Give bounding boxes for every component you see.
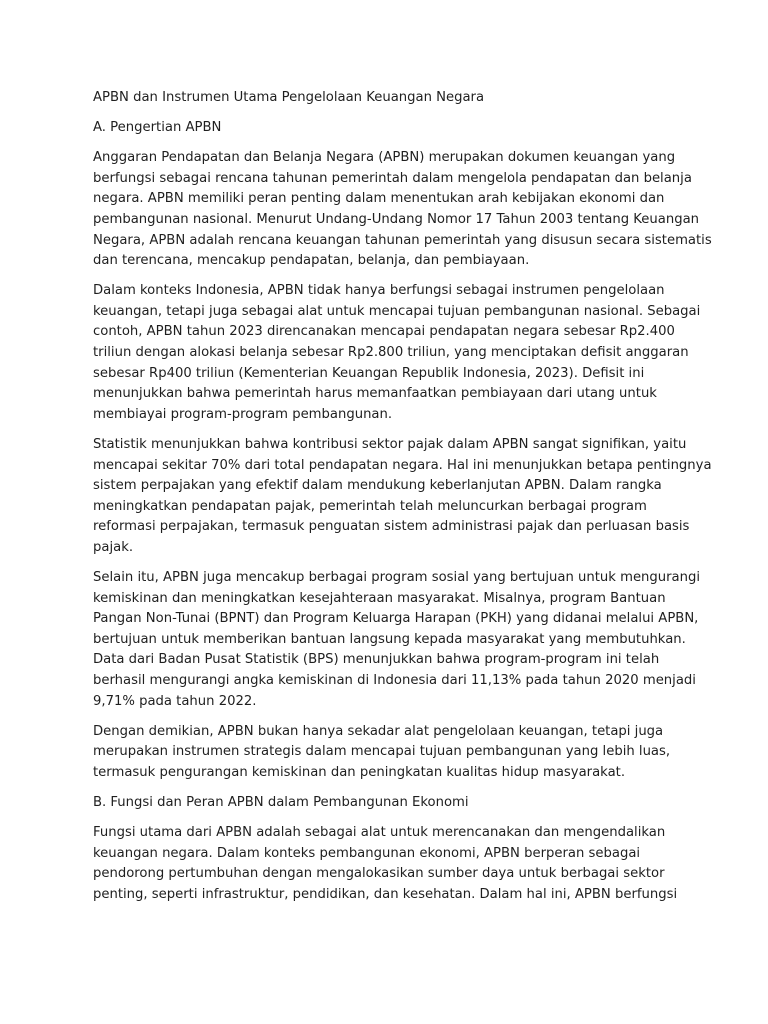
paragraph-line: sistem perpajakan yang efektif dalam mendukung keberlanjutan APBN. Dalam rangka [93,478,662,494]
paragraph-line: keuangan negara. Dalam konteks pembangunan ekonomi, APBN berperan sebagai [93,845,641,861]
paragraph-line: Data dari Badan Pusat Statistik (BPS) menunjukkan bahwa program-program ini telah [93,652,660,668]
paragraph-line: meningkatkan pendapatan pajak, pemerintah telah meluncurkan berbagai program [93,498,647,514]
paragraph-line: menunjukkan bahwa pemerintah harus memanfaatkan pembiayaan dari utang untuk [93,386,657,402]
section-b-heading: B. Fungsi dan Peran APBN dalam Pembangunan Ekonomi [93,794,469,810]
paragraph-2 [93,281,701,425]
paragraph-line: Pangan Non-Tunai (BPNT) dan Program Keluarga Harapan (PKH) yang didanai melalui APBN, [93,611,699,627]
paragraph-line: keuangan, tetapi juga sebagai alat untuk mencapai tujuan pembangunan nasional. Sebagai [93,303,701,319]
paragraph-line: dan terencana, mencakup pendapatan, belanja, dan pembiayaan. [93,253,530,269]
paragraph-line: Dalam konteks Indonesia, APBN tidak hanya berfungsi sebagai instrumen pengelolaan [93,283,665,299]
paragraph-line: pajak. [93,539,134,555]
paragraph-line: pendorong pertumbuhan dengan mengalokasikan sumber daya untuk berbagai sektor [93,866,665,882]
paragraph-1 [93,148,712,272]
paragraph-line: Fungsi utama dari APBN adalah sebagai alat untuk merencanakan dan mengendalikan [93,825,666,840]
paragraph-3 [93,435,712,559]
paragraph-line: triliun dengan alokasi belanja sebesar Rp2.800 triliun, yang menciptakan defisit anggaran [93,345,689,361]
document-title: APBN dan Instrumen Utama Pengelolaan Keuangan Negara [93,90,485,105]
paragraph-line: contoh, APBN tahun 2023 direncanakan mencapai pendapatan negara sebesar Rp2.400 [93,324,675,340]
paragraph-line: bertujuan untuk memberikan bantuan langsung kepada masyarakat yang membutuhkan. [93,631,686,647]
paragraph-6 [93,823,683,905]
paragraph-line: pembangunan nasional. Menurut Undang-Undang Nomor 17 Tahun 2003 tentang Keuangan [93,211,700,227]
paragraph-line: 9,71% pada tahun 2022. [93,693,257,709]
paragraph-4 [93,568,701,712]
paragraph-line: berhasil mengurangi angka kemiskinan di Indonesia dari 11,13% pada tahun 2020 menjadi [93,672,696,688]
paragraph-line: reformasi perpajakan, termasuk penguatan sistem administrasi pajak dan perluasan basis [93,519,690,535]
paragraph-line: termasuk pengurangan kemiskinan dan peningkatan kualitas hidup masyarakat. [93,764,626,780]
paragraph-line: Negara, APBN adalah rencana keuangan tahunan pemerintah yang disusun secara sistematis [93,232,712,248]
paragraph-line: Selain itu, APBN juga mencakup berbagai program sosial yang bertujuan untuk mengurangi [93,569,701,585]
paragraph-line: kemiskinan dan meningkatkan kesejahteraan masyarakat. Misalnya, program Bantuan [93,590,666,606]
paragraph-line: berfungsi sebagai rencana tahunan pemerintah dalam mengelola pendapatan dan belanja [93,170,692,186]
paragraph-line: mencapai sekitar 70% dari total pendapatan negara. Hal ini menunjukkan betapa pentingnya [93,457,712,473]
paragraph-line: Dengan demikian, APBN bukan hanya sekadar alat pengelolaan keuangan, tetapi juga [93,723,664,739]
paragraph-line: sebesar Rp400 triliun (Kementerian Keuangan Republik Indonesia, 2023). Defisit ini [93,365,645,381]
document-page [93,88,712,915]
paragraph-5 [93,722,683,784]
paragraph-line: Anggaran Pendapatan dan Belanja Negara (APBN) merupakan dokumen keuangan yang [93,150,676,166]
paragraph-line: Statistik menunjukkan bahwa kontribusi sektor pajak dalam APBN sangat signifikan, yaitu [93,436,687,452]
paragraph-line: negara. APBN memiliki peran penting dalam menentukan arah kebijakan ekonomi dan [93,191,665,207]
paragraph-line: membiayai program-program pembangunan. [93,406,393,422]
paragraph-line: penting, seperti infrastruktur, pendidikan, dan kesehatan. Dalam hal ini, APBN berfungsi [93,886,678,902]
section-a-heading: A. Pengertian APBN [93,120,222,136]
paragraph-line: merupakan instrumen strategis dalam mencapai tujuan pembangunan yang lebih luas, [93,744,671,760]
